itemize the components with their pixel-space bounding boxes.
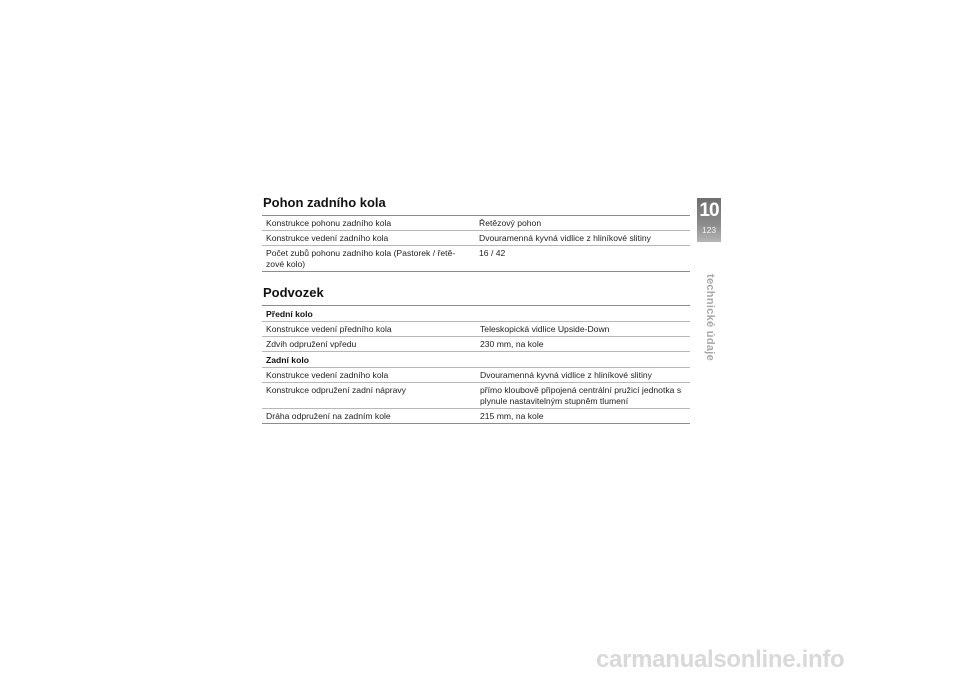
table-row xyxy=(262,337,690,352)
row-label: Konstrukce pohonu zadního kola xyxy=(262,216,475,231)
table-row xyxy=(262,216,690,231)
row-label: Zdvih odpružení vpředu xyxy=(262,337,476,352)
row-value: Řetězový pohon xyxy=(475,216,690,231)
row-value: 16 / 42 xyxy=(475,246,690,272)
page-number: 123 xyxy=(701,225,717,235)
table-row xyxy=(262,246,690,272)
row-label: Konstrukce vedení zadního kola xyxy=(262,231,475,246)
section-title-chassis: Podvozek xyxy=(263,285,324,300)
chapter-label: technické údaje xyxy=(704,274,716,362)
chapter-tab xyxy=(697,198,721,242)
row-label: Konstrukce odpružení zadní nápravy xyxy=(262,383,476,409)
table-row xyxy=(262,383,690,409)
table-row xyxy=(262,409,690,424)
chassis-table xyxy=(262,305,690,424)
row-label: Počet zubů pohonu zadního kola (Pastorek / řetě-zové kolo) xyxy=(262,246,475,272)
spec-content xyxy=(262,195,690,424)
table-row xyxy=(262,322,690,337)
row-value: Teleskopická vidlice Upside-Down xyxy=(476,322,690,337)
subsection-title: Přední kolo xyxy=(262,306,690,322)
subsection-header-front-wheel xyxy=(262,306,690,322)
rear-drive-table xyxy=(262,215,690,272)
table-row xyxy=(262,368,690,383)
row-label: Konstrukce vedení zadního kola xyxy=(262,368,476,383)
chapter-number: 10 xyxy=(699,200,719,221)
row-value: Dvouramenná kyvná vidlice z hliníkové slitiny xyxy=(476,368,690,383)
section-title-rear-drive: Pohon zadního kola xyxy=(263,195,386,210)
row-label: Konstrukce vedení předního kola xyxy=(262,322,476,337)
watermark: carmanualsonline.info xyxy=(596,646,845,673)
row-value: 230 mm, na kole xyxy=(476,337,690,352)
row-value: Dvouramenná kyvná vidlice z hliníkové slitiny xyxy=(475,231,690,246)
row-value: přímo kloubově připojená centrální pružicí jednotka s plynule nastavitelným stupněm tlumení xyxy=(476,383,690,409)
subsection-title: Zadní kolo xyxy=(262,352,690,368)
table-row xyxy=(262,231,690,246)
row-value: 215 mm, na kole xyxy=(476,409,690,424)
row-label: Dráha odpružení na zadním kole xyxy=(262,409,476,424)
subsection-header-rear-wheel xyxy=(262,352,690,368)
